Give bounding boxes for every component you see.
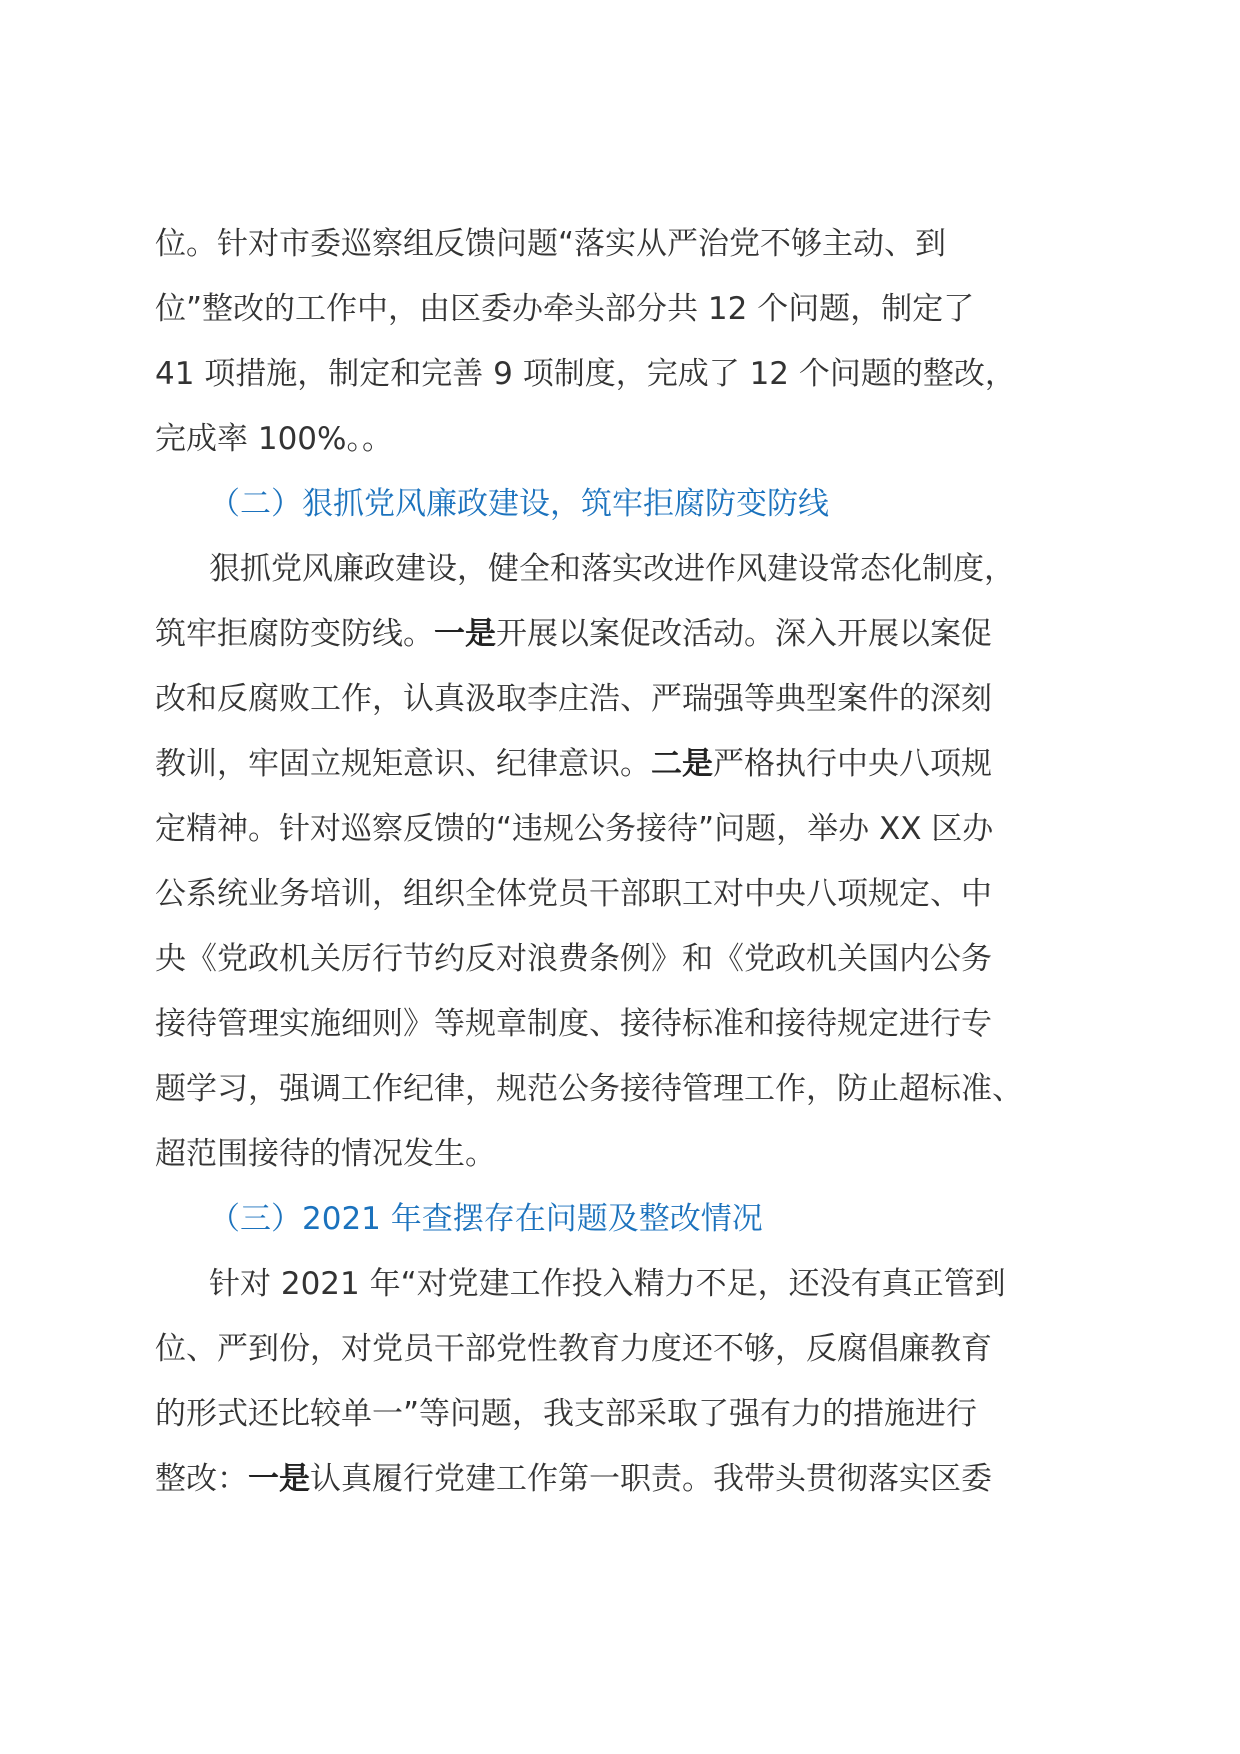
paragraph-2-line-6: 公系统业务培训，组织全体党员干部职工对中央八项规定、中 [155,876,992,912]
paragraph-2-line-8: 接待管理实施细则》等规章制度、接待标准和接待规定进行专 [155,1006,992,1042]
paragraph-2-line-2 [155,602,1095,667]
paragraph-2-line-4 [155,732,1095,797]
document-body [155,212,1095,1512]
paragraph-1-line-3: 41 项措施，制定和完善 9 项制度，完成了 12 个问题的整改， [155,356,1016,392]
paragraph-2-line-1: 狠抓党风廉政建设，健全和落实改进作风建设常态化制度， [209,551,1015,587]
paragraph-1-line-4: 完成率 100%。。 [155,421,393,457]
paragraph-2-line-9: 题学习，强调工作纪律，规范公务接待管理工作，防止超标准、 [155,1071,1023,1107]
paragraph-3-line-4-text-a: 整改： [155,1461,248,1497]
section-heading-2: （二）狠抓党风廉政建设，筑牢拒腐防变防线 [209,486,829,522]
paragraph-3-line-3: 的形式还比较单一”等问题，我支部采取了强有力的措施进行 [155,1396,978,1432]
section-heading-3: （三）2021 年查摆存在问题及整改情况 [209,1201,763,1237]
paragraph-2-line-3: 改和反腐败工作，认真汲取李庄浩、严瑞强等典型案件的深刻 [155,681,992,717]
paragraph-2-line-4-text-a: 教训，牢固立规矩意识、纪律意识。 [155,746,651,782]
paragraph-2-line-4-text-b: 严格执行中央八项规 [713,746,992,782]
paragraph-3-line-1: 针对 2021 年“对党建工作投入精力不足，还没有真正管到 [209,1266,1006,1302]
paragraph-1-line-2: 位”整改的工作中，由区委办牵头部分共 12 个问题，制定了 [155,291,975,327]
paragraph-3-line-2: 位、严到份，对党员干部党性教育力度还不够，反腐倡廉教育 [155,1331,992,1367]
paragraph-2-line-2-text-b: 开展以案促改活动。深入开展以案促 [496,616,992,652]
emphasis-first-point-2: 一是 [248,1461,310,1497]
paragraph-3-line-4 [155,1447,1095,1512]
paragraph-2-line-5: 定精神。针对巡察反馈的“违规公务接待”问题，举办 XX 区办 [155,811,994,847]
paragraph-2-line-2-text-a: 筑牢拒腐防变防线。 [155,616,434,652]
paragraph-1-line-1: 位。针对市委巡察组反馈问题“落实从严治党不够主动、到 [155,226,947,262]
paragraph-3-line-4-text-b: 认真履行党建工作第一职责。我带头贯彻落实区委 [310,1461,992,1497]
emphasis-first-point: 一是 [434,616,496,652]
paragraph-2-line-7: 央《党政机关厉行节约反对浪费条例》和《党政机关国内公务 [155,941,992,977]
emphasis-second-point: 二是 [651,746,713,782]
paragraph-2-line-10: 超范围接待的情况发生。 [155,1136,496,1172]
